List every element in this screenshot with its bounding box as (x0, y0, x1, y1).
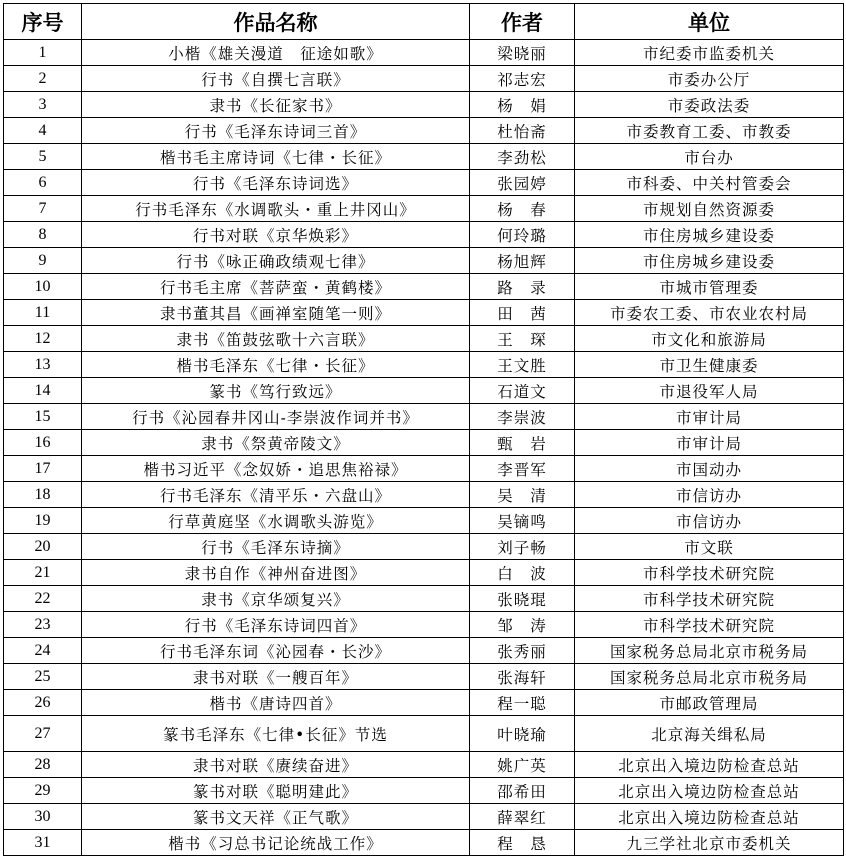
table-row (4, 222, 844, 248)
cell-title: 楷书《唐诗四首》 (82, 690, 470, 716)
cell-author: 薛翠红 (470, 804, 575, 830)
cell-unit: 市退役军人局 (575, 378, 844, 404)
cell-unit: 市委教育工委、市教委 (575, 118, 844, 144)
cell-unit: 市科学技术研究院 (575, 560, 844, 586)
table-row (4, 804, 844, 830)
table-row (4, 300, 844, 326)
cell-no: 1 (4, 40, 82, 66)
cell-no: 4 (4, 118, 82, 144)
cell-author: 张海轩 (470, 664, 575, 690)
cell-unit: 市科委、中关村管委会 (575, 170, 844, 196)
cell-unit: 市住房城乡建设委 (575, 248, 844, 274)
works-table (3, 3, 844, 856)
cell-unit: 北京出入境边防检查总站 (575, 752, 844, 778)
cell-author: 白 波 (470, 560, 575, 586)
cell-author: 程一聪 (470, 690, 575, 716)
table-row (4, 144, 844, 170)
cell-author: 王文胜 (470, 352, 575, 378)
table-row (4, 752, 844, 778)
table-row (4, 40, 844, 66)
cell-author: 李崇波 (470, 404, 575, 430)
cell-unit: 市委办公厅 (575, 66, 844, 92)
cell-no: 5 (4, 144, 82, 170)
table-row (4, 248, 844, 274)
cell-author: 王 琛 (470, 326, 575, 352)
table-row (4, 716, 844, 752)
cell-unit: 市科学技术研究院 (575, 586, 844, 612)
cell-title: 行书毛主席《菩萨蛮・黄鹤楼》 (82, 274, 470, 300)
cell-unit: 市国动办 (575, 456, 844, 482)
cell-unit: 市审计局 (575, 404, 844, 430)
cell-no: 18 (4, 482, 82, 508)
cell-unit: 市委政法委 (575, 92, 844, 118)
cell-no: 27 (4, 716, 82, 752)
cell-no: 14 (4, 378, 82, 404)
cell-author: 何玲璐 (470, 222, 575, 248)
cell-unit: 北京出入境边防检查总站 (575, 778, 844, 804)
table-row (4, 664, 844, 690)
cell-unit: 市卫生健康委 (575, 352, 844, 378)
cell-title: 行书《毛泽东诗词选》 (82, 170, 470, 196)
table-row (4, 638, 844, 664)
cell-no: 21 (4, 560, 82, 586)
cell-no: 9 (4, 248, 82, 274)
cell-no: 31 (4, 830, 82, 856)
table-row (4, 92, 844, 118)
cell-author: 杨 春 (470, 196, 575, 222)
cell-unit: 北京海关缉私局 (575, 716, 844, 752)
cell-no: 7 (4, 196, 82, 222)
cell-author: 张秀丽 (470, 638, 575, 664)
cell-no: 6 (4, 170, 82, 196)
cell-unit: 市台办 (575, 144, 844, 170)
header-unit: 单位 (575, 4, 844, 40)
cell-author: 石道文 (470, 378, 575, 404)
cell-title: 行书毛泽东《清平乐・六盘山》 (82, 482, 470, 508)
cell-unit: 市邮政管理局 (575, 690, 844, 716)
cell-no: 3 (4, 92, 82, 118)
cell-no: 30 (4, 804, 82, 830)
table-row (4, 430, 844, 456)
cell-no: 19 (4, 508, 82, 534)
table-row (4, 274, 844, 300)
cell-unit: 市规划自然资源委 (575, 196, 844, 222)
cell-unit: 市文联 (575, 534, 844, 560)
cell-author: 吴 清 (470, 482, 575, 508)
cell-no: 17 (4, 456, 82, 482)
cell-title: 篆书文天祥《正气歌》 (82, 804, 470, 830)
table-body (4, 40, 844, 856)
cell-unit: 市住房城乡建设委 (575, 222, 844, 248)
cell-author: 杜怡斋 (470, 118, 575, 144)
cell-title: 楷书毛泽东《七律・长征》 (82, 352, 470, 378)
cell-title: 隶书《长征家书》 (82, 92, 470, 118)
cell-author: 姚广英 (470, 752, 575, 778)
cell-title: 楷书习近平《念奴娇・追思焦裕禄》 (82, 456, 470, 482)
table-row (4, 830, 844, 856)
cell-title: 隶书《笛鼓弦歌十六言联》 (82, 326, 470, 352)
table-row (4, 508, 844, 534)
cell-unit: 市科学技术研究院 (575, 612, 844, 638)
header-title: 作品名称 (82, 4, 470, 40)
cell-author: 刘子畅 (470, 534, 575, 560)
cell-author: 邵希田 (470, 778, 575, 804)
cell-title: 隶书对联《一艘百年》 (82, 664, 470, 690)
cell-unit: 市纪委市监委机关 (575, 40, 844, 66)
cell-no: 29 (4, 778, 82, 804)
cell-title: 行书《自撰七言联》 (82, 66, 470, 92)
table-row (4, 778, 844, 804)
cell-author: 田 茜 (470, 300, 575, 326)
cell-author: 杨旭辉 (470, 248, 575, 274)
cell-no: 22 (4, 586, 82, 612)
table-header-row (4, 4, 844, 40)
cell-no: 28 (4, 752, 82, 778)
cell-title: 小楷《雄关漫道 征途如歌》 (82, 40, 470, 66)
cell-author: 杨 娟 (470, 92, 575, 118)
cell-no: 23 (4, 612, 82, 638)
cell-unit: 北京出入境边防检查总站 (575, 804, 844, 830)
cell-title: 行书《毛泽东诗词四首》 (82, 612, 470, 638)
cell-title: 隶书董其昌《画禅室随笔一则》 (82, 300, 470, 326)
header-no: 序号 (4, 4, 82, 40)
cell-author: 李晋军 (470, 456, 575, 482)
cell-no: 12 (4, 326, 82, 352)
cell-no: 25 (4, 664, 82, 690)
cell-no: 15 (4, 404, 82, 430)
cell-unit: 市信访办 (575, 508, 844, 534)
cell-title: 行书《咏正确政绩观七律》 (82, 248, 470, 274)
cell-title: 隶书《京华颂复兴》 (82, 586, 470, 612)
table-row (4, 404, 844, 430)
cell-author: 路 录 (470, 274, 575, 300)
cell-no: 20 (4, 534, 82, 560)
cell-title: 行书《沁园春井冈山-李崇波作词并书》 (82, 404, 470, 430)
cell-unit: 国家税务总局北京市税务局 (575, 638, 844, 664)
table-row (4, 690, 844, 716)
cell-title: 行书毛泽东词《沁园春・长沙》 (82, 638, 470, 664)
cell-no: 11 (4, 300, 82, 326)
cell-unit: 市城市管理委 (575, 274, 844, 300)
cell-title: 行书毛泽东《水调歌头・重上井冈山》 (82, 196, 470, 222)
cell-unit: 市审计局 (575, 430, 844, 456)
cell-unit: 市文化和旅游局 (575, 326, 844, 352)
cell-no: 8 (4, 222, 82, 248)
table-row (4, 66, 844, 92)
cell-title: 行书《毛泽东诗词三首》 (82, 118, 470, 144)
cell-author: 张园婷 (470, 170, 575, 196)
table-row (4, 352, 844, 378)
cell-no: 2 (4, 66, 82, 92)
table-row (4, 118, 844, 144)
table-row (4, 196, 844, 222)
cell-author: 吴镝鸣 (470, 508, 575, 534)
cell-title: 篆书《笃行致远》 (82, 378, 470, 404)
table-row (4, 326, 844, 352)
cell-unit: 市委农工委、市农业农村局 (575, 300, 844, 326)
cell-title: 行书《毛泽东诗摘》 (82, 534, 470, 560)
table-row (4, 482, 844, 508)
cell-author: 李劲松 (470, 144, 575, 170)
cell-author: 叶晓瑜 (470, 716, 575, 752)
cell-author: 程 恳 (470, 830, 575, 856)
cell-title: 行书对联《京华焕彩》 (82, 222, 470, 248)
cell-author: 甄 岩 (470, 430, 575, 456)
cell-title: 行草黄庭坚《水调歌头游览》 (82, 508, 470, 534)
table-row (4, 534, 844, 560)
table-row (4, 612, 844, 638)
cell-unit: 国家税务总局北京市税务局 (575, 664, 844, 690)
cell-unit: 九三学社北京市委机关 (575, 830, 844, 856)
cell-title: 楷书毛主席诗词《七律・长征》 (82, 144, 470, 170)
cell-no: 16 (4, 430, 82, 456)
cell-author: 祁志宏 (470, 66, 575, 92)
table-row (4, 170, 844, 196)
cell-no: 26 (4, 690, 82, 716)
header-author: 作者 (470, 4, 575, 40)
cell-title: 篆书对联《聪明建此》 (82, 778, 470, 804)
cell-author: 邹 涛 (470, 612, 575, 638)
table-row (4, 586, 844, 612)
cell-author: 张晓琨 (470, 586, 575, 612)
table-row (4, 378, 844, 404)
cell-title: 隶书自作《神州奋进图》 (82, 560, 470, 586)
cell-unit: 市信访办 (575, 482, 844, 508)
cell-no: 13 (4, 352, 82, 378)
cell-author: 梁晓丽 (470, 40, 575, 66)
table-row (4, 560, 844, 586)
cell-title: 隶书《祭黄帝陵文》 (82, 430, 470, 456)
cell-title: 隶书对联《赓续奋进》 (82, 752, 470, 778)
table-row (4, 456, 844, 482)
cell-title: 楷书《习总书记论统战工作》 (82, 830, 470, 856)
cell-no: 24 (4, 638, 82, 664)
cell-title: 篆书毛泽东《七律•长征》节选 (82, 716, 470, 752)
cell-no: 10 (4, 274, 82, 300)
